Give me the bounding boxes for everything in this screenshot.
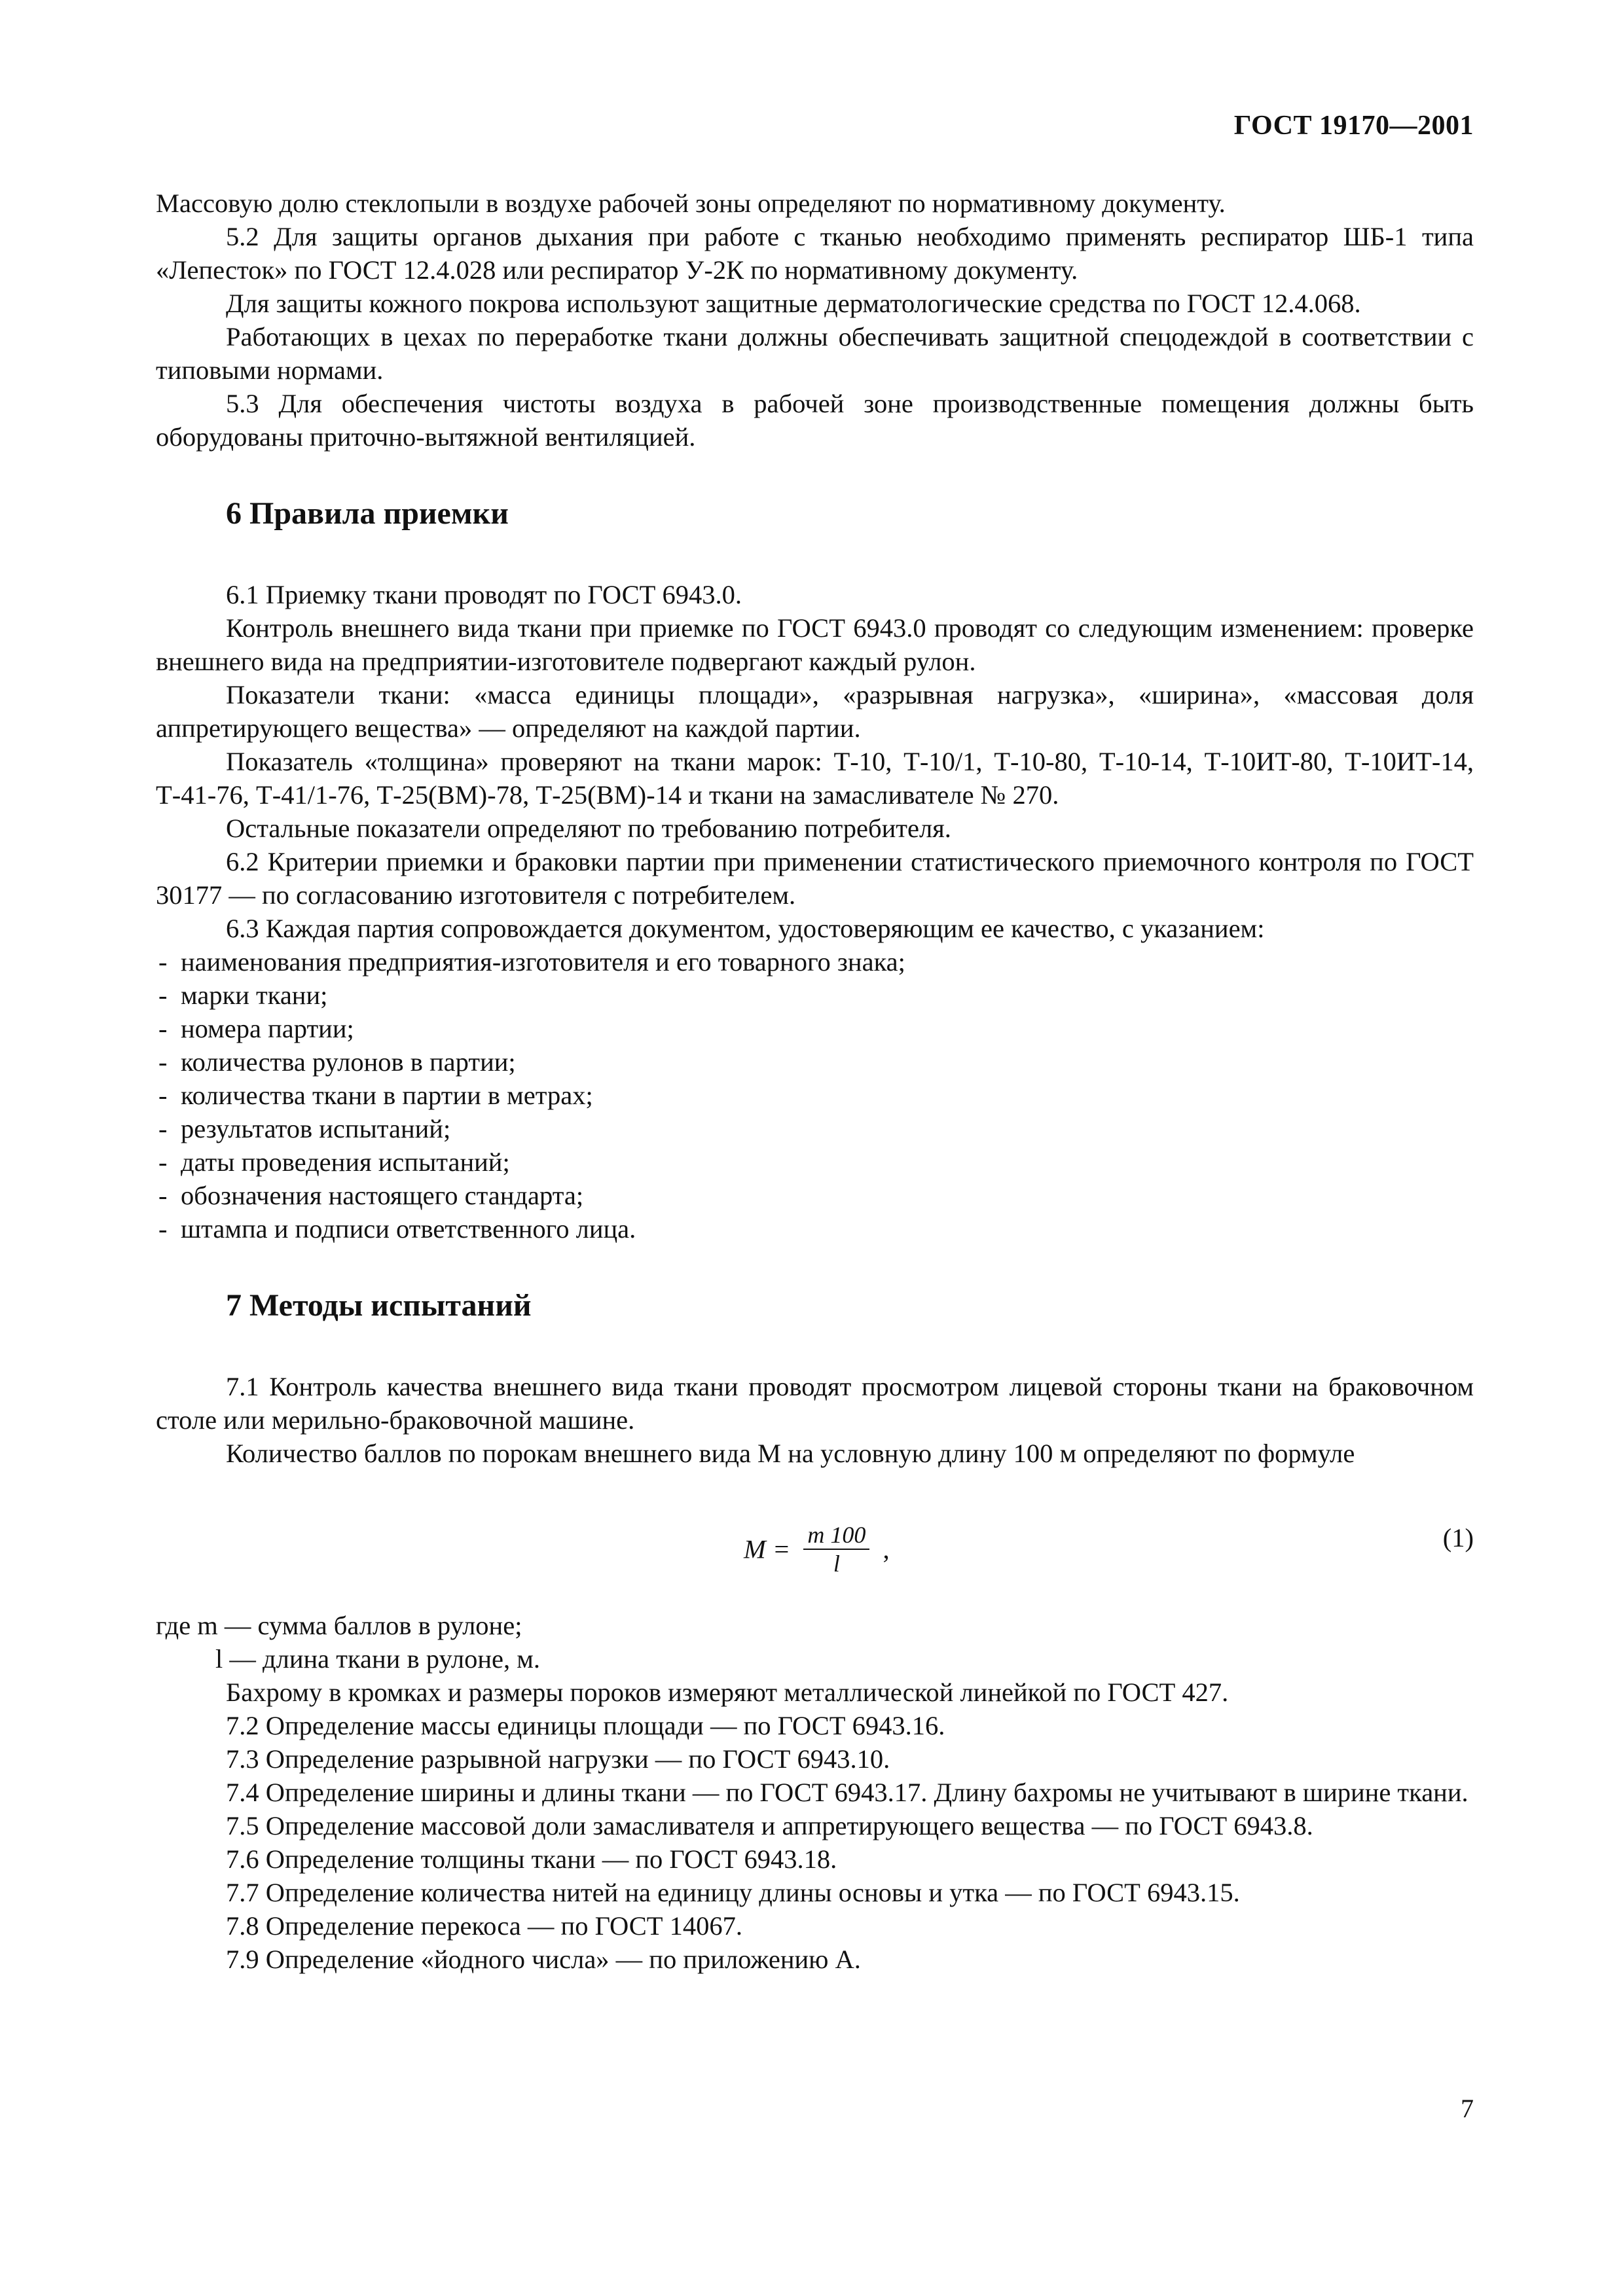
page-number: 7 bbox=[1461, 2094, 1474, 2123]
paragraph: 6.2 Критерии приемки и браковки партии при применении статистического приемочного контроля по ГОСТ 30177 — по согласованию изготовителя с потребителем. bbox=[156, 847, 1474, 910]
list-item: - штампа и подписи ответственного лица. bbox=[156, 1212, 1474, 1246]
list-item: - даты проведения испытаний; bbox=[156, 1145, 1474, 1179]
paragraph: 7.5 Определение массовой доли замасливателя и аппретирующего вещества — по ГОСТ 6943.8. bbox=[226, 1811, 1313, 1840]
paragraph: 6.3 Каждая партия сопровождается документом, удостоверяющим ее качество, с указанием: bbox=[226, 914, 1265, 943]
paragraph: Массовую долю стеклопыли в воздухе рабочей зоны определяют по нормативному документу. bbox=[156, 188, 1226, 218]
paragraph: Количество баллов по порокам внешнего вида M на условную длину 100 м определяют по формуле bbox=[226, 1439, 1355, 1468]
paragraph: 7.1 Контроль качества внешнего вида ткани проводят просмотром лицевой стороны ткани на браковочном столе или мерильно-браковочной машине. bbox=[156, 1372, 1474, 1435]
equation-number: (1) bbox=[1442, 1523, 1474, 1552]
paragraph: 6.1 Приемку ткани проводят по ГОСТ 6943.0. bbox=[226, 580, 742, 609]
formula-legend: где m — сумма баллов в рулоне; bbox=[156, 1611, 522, 1640]
formula bbox=[744, 1521, 890, 1577]
list-item: - обозначения настоящего стандарта; bbox=[156, 1179, 1474, 1212]
formula-legend: l — длина ткани в рулоне, м. bbox=[215, 1644, 541, 1674]
paragraph: Контроль внешнего вида ткани при приемке по ГОСТ 6943.0 проводят со следующим изменением: проверке внешнего вида на предприятии-изготовителе подвергают каждый рулон. bbox=[156, 613, 1474, 676]
section-heading: 7 Методы испытаний bbox=[226, 1288, 532, 1323]
paragraph: 7.4 Определение ширины и длины ткани — по ГОСТ 6943.17. Длину бахромы не учитывают в ширине ткани. bbox=[226, 1778, 1468, 1807]
paragraph: 7.9 Определение «йодного числа» — по приложению А. bbox=[226, 1945, 861, 1974]
list-item: - количества рулонов в партии; bbox=[156, 1045, 1474, 1079]
document-header: ГОСТ 19170—2001 bbox=[1233, 111, 1474, 141]
paragraph: 7.7 Определение количества нитей на единицу длины основы и утка — по ГОСТ 6943.15. bbox=[226, 1878, 1240, 1907]
paragraph: 5.3 Для обеспечения чистоты воздуха в рабочей зоне производственные помещения должны быть оборудованы приточно-вытяжной вентиляцией. bbox=[156, 389, 1474, 452]
document-body bbox=[156, 187, 1474, 1976]
list-item: - номера партии; bbox=[156, 1012, 1474, 1045]
paragraph: Бахрому в кромках и размеры пороков измеряют металлической линейкой по ГОСТ 427. bbox=[226, 1677, 1229, 1707]
paragraph: 7.2 Определение массы единицы площади — по ГОСТ 6943.16. bbox=[226, 1711, 945, 1740]
paragraph: Для защиты кожного покрова используют защитные дерматологические средства по ГОСТ 12.4.068. bbox=[226, 289, 1361, 318]
formula-block bbox=[156, 1494, 1474, 1598]
paragraph: Остальные показатели определяют по требованию потребителя. bbox=[226, 814, 951, 843]
paragraph: 5.2 Для защиты органов дыхания при работе с тканью необходимо применять респиратор ШБ-1 типа «Лепесток» по ГОСТ 12.4.028 или респиратор У-2К по нормативному документу. bbox=[156, 222, 1474, 285]
paragraph: 7.3 Определение разрывной нагрузки — по ГОСТ 6943.10. bbox=[226, 1744, 890, 1774]
paragraph: Показатель «толщина» проверяют на ткани марок: Т-10, Т-10/1, Т-10-80, Т-10-14, Т-10ИТ-80, Т-10ИТ-14, Т-41-76, Т-41/1-76, Т-25(ВМ)-78, Т-25(ВМ)-14 и ткани на замасливателе № 270. bbox=[156, 747, 1474, 810]
list-item: - количества ткани в партии в метрах; bbox=[156, 1079, 1474, 1112]
list-item: - наименования предприятия-изготовителя и его товарного знака; bbox=[156, 945, 1474, 978]
paragraph: 7.8 Определение перекоса — по ГОСТ 14067. bbox=[226, 1911, 742, 1941]
list-item: - результатов испытаний; bbox=[156, 1112, 1474, 1145]
section-heading: 6 Правила приемки bbox=[226, 496, 509, 531]
formula-lhs: M = bbox=[744, 1534, 791, 1564]
formula-fraction bbox=[803, 1521, 869, 1577]
formula-tail: , bbox=[883, 1534, 890, 1564]
formula-numerator: m 100 bbox=[803, 1521, 869, 1550]
formula-denominator: l bbox=[833, 1551, 840, 1577]
requirements-list bbox=[156, 945, 1474, 1246]
paragraph: 7.6 Определение толщины ткани — по ГОСТ 6943.18. bbox=[226, 1844, 837, 1874]
paragraph: Показатели ткани: «масса единицы площади», «разрывная нагрузка», «ширина», «массовая доля аппретирующего вещества» — определяют на каждой партии. bbox=[156, 680, 1474, 743]
list-item: - марки ткани; bbox=[156, 978, 1474, 1012]
paragraph: Работающих в цехах по переработке ткани должны обеспечивать защитной спецодеждой в соответствии с типовыми нормами. bbox=[156, 322, 1474, 385]
